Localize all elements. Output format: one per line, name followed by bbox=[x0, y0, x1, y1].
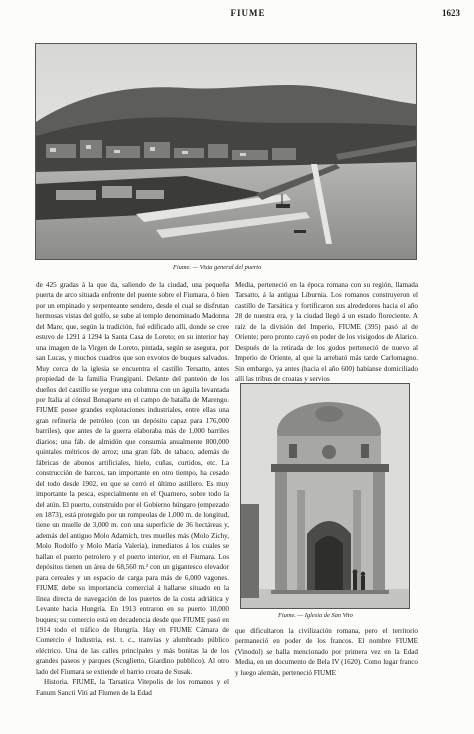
running-title: FIUME bbox=[230, 8, 266, 18]
paragraph: que dificultaron la civilización romana, pero el territorio permaneció en poder de los francos. El nombre FIUME (Vinodol) se halla mencionado por primera vez en la Edad Media, en un documento de Bela IV (1620). Como lugar franco y luego alemán, perteneció FIUME bbox=[235, 627, 418, 677]
port-caption: Fiume. — Vista general del puerto bbox=[173, 264, 262, 271]
church-illustration bbox=[241, 384, 409, 608]
left-column bbox=[36, 280, 229, 698]
paragraph: Historia. FIUME, la Tarsatica Vitepolis de los romanos y el Fanum Sancti Viti ad Flumen de la Edad bbox=[36, 678, 229, 697]
church-caption: Fiume. — Iglesia de San Vito bbox=[278, 612, 353, 619]
paragraph: de 425 gradas á la que da, saliendo de la ciudad, una pequeña puerta de arco situada enfrente del puente sobre el Fiumara, ó bien por un empinado y serpenteante sendero, desde el cual se disfrutan hermosas vistas del golfo, se sube al templo denominado Madonna del Mare, que, según la tradición, fué edificado allí, donde se cree estuvo de 1291 á 1294 la Santa Casa de Loreto; en su interior hay una imagen de la Virgen de Loreto, pintada, según se asegura, por san Lucas, y muchos cuadros que son exvotos de buques salvados. Muy cerca de la iglesia se encuentra el castillo Tersatto, antes propiedad de la familia Frangipani. Delante del panteón de los dueños del castillo se yergue una columna con un águila levantada por Italia al cónsul Bonaparte en el campo de batalla de Marengo. FIUME posee grandes explotaciones industriales, entre ellas una gran refinería de petróleo (con un depósito capaz para 176,000 barriles), que antes de la guerra elaboraba más de 1,000 barriles diarios; una fáb. de almidón que consumía anualmente 800,000 quintales métricos de arroz; una gran fáb. de tabaco, además de fábricas de abonos artificiales, hielo, cuñas, curtidos, etc. La construcción de barcos, tan importante en otro tiempo, ha cesado del todo desde 1902, en que se cerró el último astillero. Es muy importante la pesca, especialmente en el Quarnero, sobre todo la del atún. El puerto, construído por el Gobierno húngaro (empezado en 1873), está protegido por un rompeolas de 1,000 m. de longitud, tiene un muelle de 3,000 m. con una superficie de 36 hectáreas y, además del antiguo Molo Adamich, tres muelles más (Molo Zichy, Molo Rodolfo y Molo María Valeria), inmediatos á los cuales se hallan el puerto petrolero y el puerto interior, en el Fiumara. Los depósitos tienen un área de 68,560 m.² con un gigantesco elevador para cereales y un espacio de carga para más de 6,000 vagones. FIUME debe su importancia comercial á hallarse situado en la línea directa de navegación de los puertos de la costa adriática y Levante hacia Hungría. En 1913 entraron en su puerto 10,000 buques; su comercio está en decadencia desde que FIUME pasó en 1914 todo el tráfico de Hungría. Hay en FIUME Cámara de Comercio é Industria, est. t. c., tranvías y alumbrado público eléctrico. Una de las calles principales y más bonitas la de los grandes paseos y parques (Scoglietto, Giardino pubblico). Al otro lado del Fiumara se extiende el barrio croata de Susak. bbox=[36, 281, 229, 676]
page-header bbox=[36, 8, 460, 22]
port-illustration bbox=[36, 44, 416, 259]
paragraph: Media, perteneció en la época romana con su región, llamada Tarsatto, á la antigua Liburnia. Los romanos construyeron el castillo de Tarsática y fortificaron sus alrededores hacia el año 28 de nuestra era, y la ciudad llegó á un estado floreciente. A raíz de la división del Imperio, FIUME (395) pasó al de Oriente; pero pronto cayó en poder de los visigodos de Alarico. Después de la retirada de los godos perteneció de nuevo al Imperio de Oriente, al que la arrebató más tarde Carlomagno. Sin embargo, ya antes (hacia el año 600) habíanse domiciliado allí las tribus de croatas y servios bbox=[235, 281, 418, 384]
page-number: 1623 bbox=[442, 8, 460, 18]
port-photo bbox=[35, 43, 417, 260]
right-column-bottom bbox=[235, 626, 418, 698]
church-photo bbox=[240, 383, 410, 609]
right-column-top bbox=[235, 280, 418, 385]
